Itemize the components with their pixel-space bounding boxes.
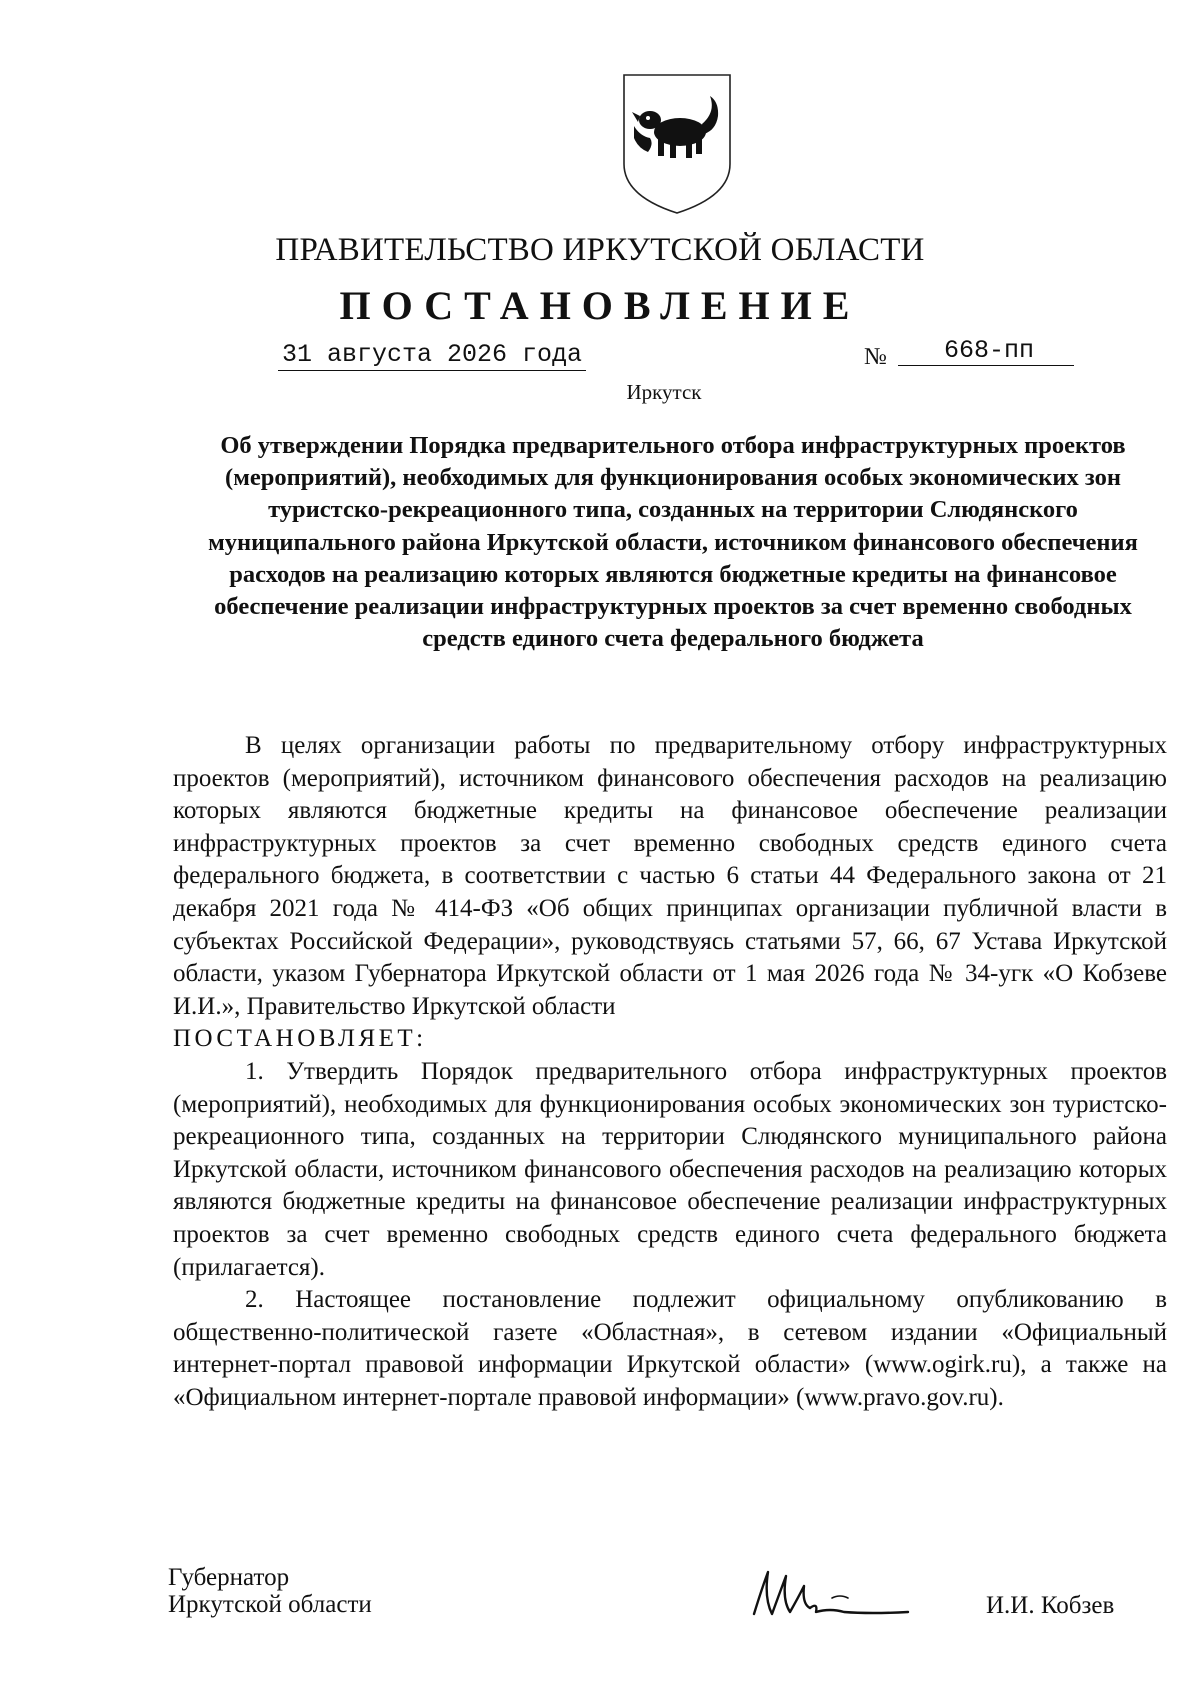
signatory-title-line-1: Губернатор [168,1564,290,1591]
signatory-name: И.И. Кобзев [986,1592,1115,1619]
organization-name: ПРАВИТЕЛЬСТВО ИРКУТСКОЙ ОБЛАСТИ [275,232,925,268]
document-title: Об утверждении Порядка предварительного отбора инфраструктурных проектов (мероприятий), необходимых для функционирования особых экономических зон туристско-рекреационного типа, созданных на территории Слюдянского муниципального района Иркутской области, источником финансового обеспечения расходов на реализацию которых являются бюджетные кредиты на финансовое обеспечение реализации инфраструктурных проектов за счет временно свободных средств единого счета федерального бюджета [208,432,1138,653]
number-label: № [864,344,887,370]
item-1-paragraph: 1. Утвердить Порядок предварительного отбора инфраструктурных проектов (мероприятий), необходимых для функционирования особых экономических зон туристско-рекреационного типа, созданных на территории Слюдянского муниципального района Иркутской области, источником финансового обеспечения расходов на реализацию которых являются бюджетные кредиты на финансовое обеспечение реализации инфраструктурных проектов за счет временно свободных средств единого счета федерального бюджета (прилагается). [173,1057,1167,1281]
item-2-paragraph: 2. Настоящее постановление подлежит официальному опубликованию в общественно-политической газете «Областная», в сетевом издании «Официальный интернет-портал правовой информации Иркутской области» (www.ogirk.ru), а также на «Официальном интернет-портале правовой информации» (www.pravo.gov.ru). [173,1286,1167,1411]
document-type: ПОСТАНОВЛЕНИЕ [339,283,861,328]
preamble-paragraph: В целях организации работы по предварительному отбору инфраструктурных проектов (мероприятий), источником финансового обеспечения расходов на реализацию которых являются бюджетные кредиты на финансовое обеспечение реализации инфраструктурных проектов за счет временно свободных средств единого счета федерального бюджета, в соответствии с частью 6 статьи 44 Федерального закона от 21 декабря 2021 года № 414-ФЗ «Об общих принципах организации публичной власти в субъектах Российской Федерации», руководствуясь статьями 57, 66, 67 Устава Иркутской области, указом Губернатора Иркутской области от 1 мая 2026 года № 34-угк «О Кобзеве И.И.», Правительство Иркутской области [173,732,1167,1020]
signatory-title [168,1564,372,1618]
document-date: 31 августа 2026 года [278,340,586,371]
handwritten-signature-icon [740,1558,920,1634]
document-number: 668-пп [898,336,1074,366]
document-body [173,730,1167,1414]
resolves-heading: ПОСТАНОВЛЯЕТ: [173,1025,427,1053]
signatory-title-line-2: Иркутской области [168,1591,372,1618]
city: Иркутск [626,380,702,404]
coat-of-arms-icon [620,72,734,216]
